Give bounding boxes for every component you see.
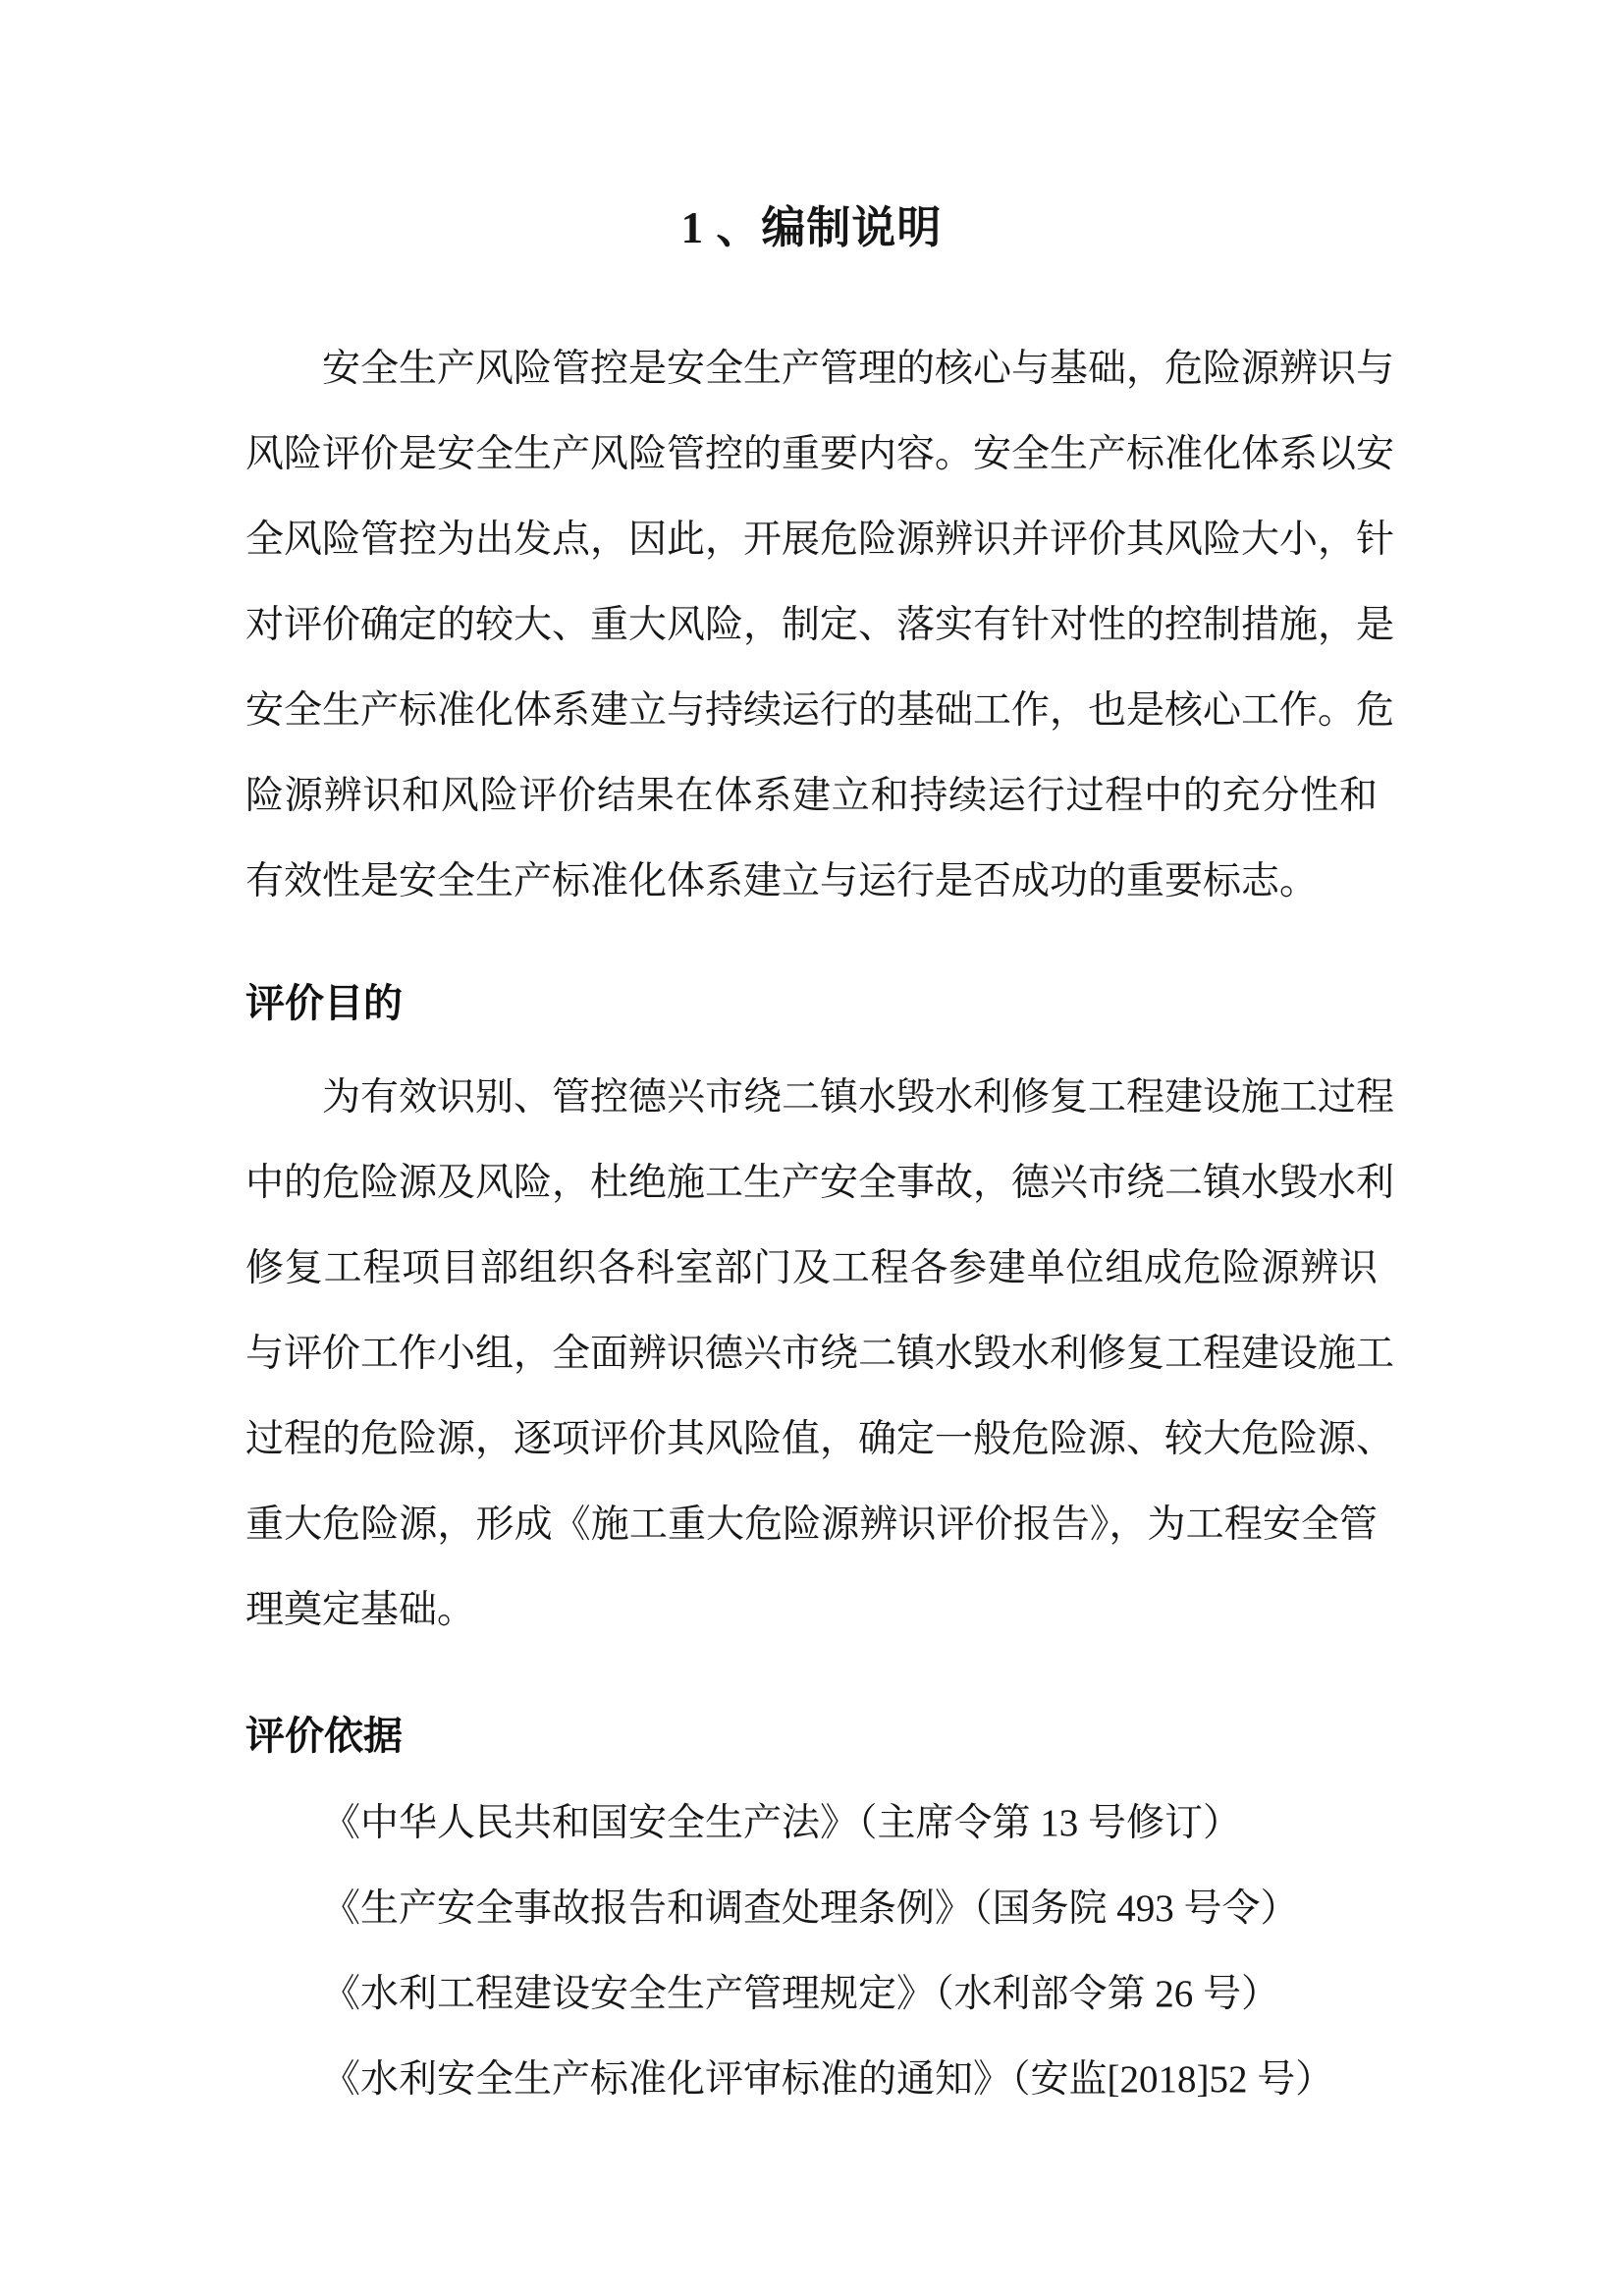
purpose-text-line: 修复工程项目部组织各科室部门及工程各参建单位组成危险源辨识 xyxy=(245,1247,1378,1289)
intro-text-line: 对评价确定的较大、重大风险，制定、落实有针对性的控制措施，是 xyxy=(245,604,1395,646)
intro-text-line: 全风险管控为出发点，因此，开展危险源辨识并评价其风险大小，针 xyxy=(245,519,1395,561)
purpose-text-line: 重大危险源，形成《施工重大危险源辨识评价报告》，为工程安全管 xyxy=(245,1503,1378,1546)
intro-paragraph xyxy=(245,326,1395,924)
reference-list xyxy=(245,1780,1378,2122)
reference-line: 《水利工程建设安全生产管理规定》（水利部令第 26 号） xyxy=(322,1973,1280,2015)
reference-line: 《水利安全生产标准化评审标准的通知》（安监[2018]52 号） xyxy=(322,2058,1334,2101)
heading-evaluation-basis: 评价依据 xyxy=(245,1715,403,1758)
purpose-text-line: 过程的危险源，逐项评价其风险值，确定一般危险源、较大危险源、 xyxy=(245,1418,1395,1460)
page-title: 1 、编制说明 xyxy=(680,203,943,252)
purpose-text-line: 理奠定基础。 xyxy=(245,1589,476,1631)
intro-text-line: 安全生产风险管控是安全生产管理的核心与基础，危险源辨识与 xyxy=(322,348,1395,390)
intro-text-line: 有效性是安全生产标准化体系建立与运行是否成功的重要标志。 xyxy=(245,860,1319,902)
purpose-text-line: 中的危险源及风险，杜绝施工生产安全事故，德兴市绕二镇水毁水利 xyxy=(245,1162,1395,1204)
intro-text-line: 风险评价是安全生产风险管控的重要内容。安全生产标准化体系以安 xyxy=(245,433,1395,475)
intro-text-line: 安全生产标准化体系建立与持续运行的基础工作，也是核心工作。危 xyxy=(245,689,1395,732)
intro-text-line: 险源辨识和风险评价结果在体系建立和持续运行过程中的充分性和 xyxy=(245,775,1378,817)
reference-line: 《中华人民共和国安全生产法》（主席令第 13 号修订） xyxy=(322,1802,1242,1844)
purpose-text-line: 与评价工作小组，全面辨识德兴市绕二镇水毁水利修复工程建设施工 xyxy=(245,1333,1395,1375)
purpose-paragraph xyxy=(245,1055,1395,1653)
purpose-text-line: 为有效识别、管控德兴市绕二镇水毁水利修复工程建设施工过程 xyxy=(322,1076,1395,1119)
heading-evaluation-purpose: 评价目的 xyxy=(245,982,403,1025)
reference-line: 《生产安全事故报告和调查处理条例》（国务院 493 号令） xyxy=(322,1887,1299,1930)
